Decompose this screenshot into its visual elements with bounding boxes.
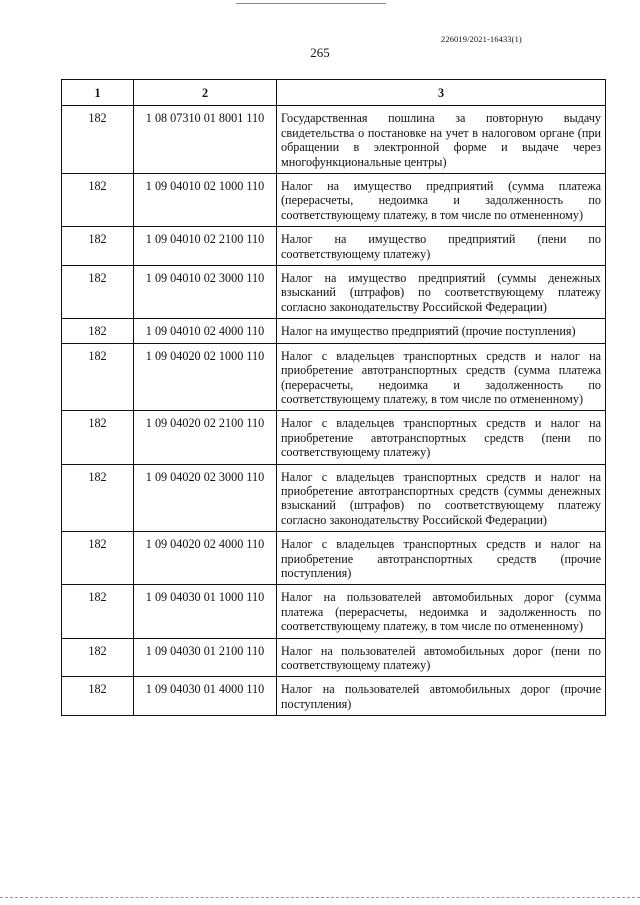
admin-code-cell: 182 — [62, 411, 134, 464]
budget-code-cell: 1 09 04010 02 1000 110 — [134, 174, 277, 227]
page-number: 265 — [310, 45, 330, 60]
budget-code-cell: 1 09 04020 02 2100 110 — [134, 411, 277, 464]
admin-code-cell: 182 — [62, 319, 134, 343]
scan-top-line — [236, 3, 386, 4]
admin-code-cell: 182 — [62, 464, 134, 532]
description-cell: Налог на имущество предприятий (сумма платежа (перерасчеты, недоимка и задолженность по соответствующему платежу, в том числе по отмененному) — [277, 174, 606, 227]
admin-code-cell: 182 — [62, 585, 134, 638]
scan-bottom-line — [0, 897, 640, 898]
table-row — [62, 677, 606, 716]
table-row — [62, 411, 606, 464]
table-row — [62, 343, 606, 411]
table-row — [62, 319, 606, 343]
budget-code-cell: 1 09 04010 02 3000 110 — [134, 266, 277, 319]
description-cell: Налог на пользователей автомобильных дорог (пени по соответствующему платежу) — [277, 638, 606, 677]
budget-code-cell: 1 09 04010 02 4000 110 — [134, 319, 277, 343]
description-cell: Государственная пошлина за повторную выдачу свидетельства о постановке на учет в налоговом органе (при обращении в электронной форме и выдаче через многофункциональные центры) — [277, 106, 606, 174]
budget-code-cell: 1 09 04030 01 1000 110 — [134, 585, 277, 638]
admin-code-cell: 182 — [62, 227, 134, 266]
description-cell: Налог на пользователей автомобильных дорог (прочие поступления) — [277, 677, 606, 716]
admin-code-cell: 182 — [62, 638, 134, 677]
admin-code-cell: 182 — [62, 532, 134, 585]
budget-code-cell: 1 09 04030 01 4000 110 — [134, 677, 277, 716]
column-header-2: 2 — [134, 80, 277, 106]
description-cell: Налог с владельцев транспортных средств и налог на приобретение автотранспортных средств (суммы денежных взысканий (штрафов) по соответствующему платежу согласно законодательству Российской Федерации) — [277, 464, 606, 532]
description-cell: Налог с владельцев транспортных средств и налог на приобретение автотранспортных средств (сумма платежа (перерасчеты, недоимка и задолженность по соответствующему платежу, в том числе по отмененному) — [277, 343, 606, 411]
column-header-3: 3 — [277, 80, 606, 106]
table-header-row — [62, 80, 606, 106]
admin-code-cell: 182 — [62, 106, 134, 174]
table-row — [62, 532, 606, 585]
description-cell: Налог на пользователей автомобильных дорог (сумма платежа (перерасчеты, недоимка и задолженность по соответствующему платежу, в том числе по отмененному) — [277, 585, 606, 638]
budget-codes-table — [61, 79, 606, 716]
budget-code-cell: 1 09 04020 02 1000 110 — [134, 343, 277, 411]
description-cell: Налог на имущество предприятий (суммы денежных взысканий (штрафов) по соответствующему платежу согласно законодательству Российской Федерации) — [277, 266, 606, 319]
admin-code-cell: 182 — [62, 174, 134, 227]
budget-code-cell: 1 09 04010 02 2100 110 — [134, 227, 277, 266]
budget-code-cell: 1 09 04020 02 3000 110 — [134, 464, 277, 532]
description-cell: Налог на имущество предприятий (пени по соответствующему платежу) — [277, 227, 606, 266]
table-row — [62, 266, 606, 319]
document-number: 226019/2021-16433(1) — [441, 34, 522, 44]
table-row — [62, 638, 606, 677]
admin-code-cell: 182 — [62, 677, 134, 716]
budget-code-cell: 1 09 04020 02 4000 110 — [134, 532, 277, 585]
admin-code-cell: 182 — [62, 343, 134, 411]
admin-code-cell: 182 — [62, 266, 134, 319]
table-row — [62, 106, 606, 174]
table-row — [62, 174, 606, 227]
budget-code-cell: 1 08 07310 01 8001 110 — [134, 106, 277, 174]
description-cell: Налог с владельцев транспортных средств и налог на приобретение автотранспортных средств (пени по соответствующему платежу) — [277, 411, 606, 464]
budget-code-cell: 1 09 04030 01 2100 110 — [134, 638, 277, 677]
table-row — [62, 585, 606, 638]
description-cell: Налог на имущество предприятий (прочие поступления) — [277, 319, 606, 343]
description-cell: Налог с владельцев транспортных средств и налог на приобретение автотранспортных средств (прочие поступления) — [277, 532, 606, 585]
table-row — [62, 227, 606, 266]
column-header-1: 1 — [62, 80, 134, 106]
table-row — [62, 464, 606, 532]
